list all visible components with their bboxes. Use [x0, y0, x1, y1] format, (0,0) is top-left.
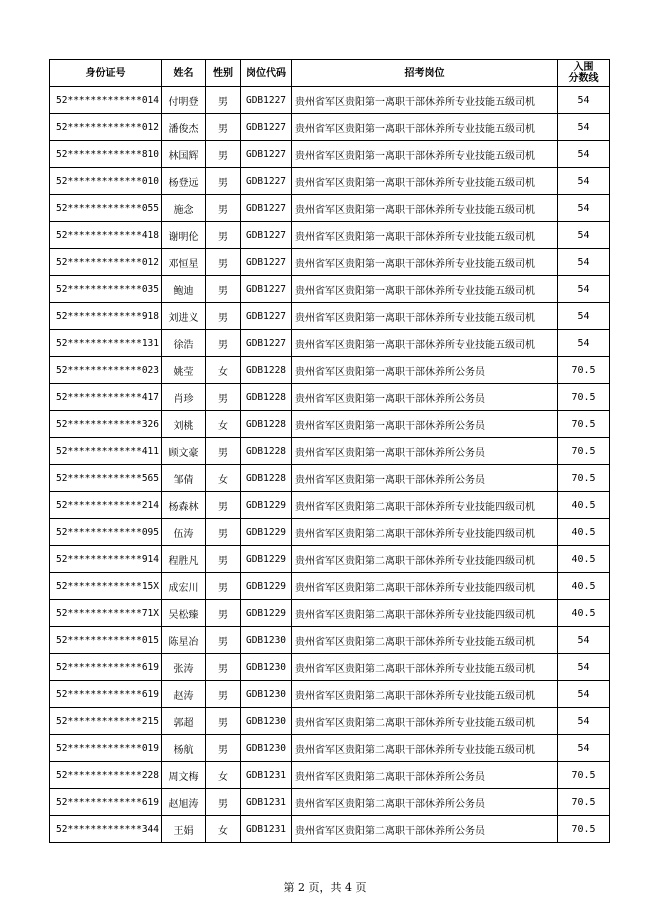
cell-sex: 女: [206, 411, 241, 438]
table-row: [50, 384, 610, 411]
table-row: [50, 816, 610, 843]
cell-sex: 女: [206, 762, 241, 789]
cell-score: 54: [558, 222, 610, 249]
cell-post: 贵州省军区贵阳第二离职干部休养所专业技能四级司机: [292, 600, 558, 627]
cell-sex: 男: [206, 168, 241, 195]
cell-sex: 男: [206, 546, 241, 573]
cell-name: 姚莹: [162, 357, 206, 384]
cell-code: GDB1227: [241, 330, 292, 357]
cell-code: GDB1230: [241, 654, 292, 681]
cell-code: GDB1228: [241, 465, 292, 492]
cell-id: 52*************010: [50, 168, 162, 195]
cell-sex: 男: [206, 519, 241, 546]
cell-sex: 男: [206, 330, 241, 357]
cell-name: 谢明伦: [162, 222, 206, 249]
cell-sex: 男: [206, 681, 241, 708]
cell-post: 贵州省军区贵阳第一离职干部休养所专业技能五级司机: [292, 276, 558, 303]
cell-post: 贵州省军区贵阳第一离职干部休养所公务员: [292, 384, 558, 411]
cell-post: 贵州省军区贵阳第一离职干部休养所专业技能五级司机: [292, 330, 558, 357]
cell-name: 邓恒星: [162, 249, 206, 276]
cell-sex: 男: [206, 708, 241, 735]
table-row: [50, 681, 610, 708]
cell-post: 贵州省军区贵阳第一离职干部休养所专业技能五级司机: [292, 114, 558, 141]
cell-post: 贵州省军区贵阳第一离职干部休养所专业技能五级司机: [292, 222, 558, 249]
cell-score: 54: [558, 168, 610, 195]
cell-score: 54: [558, 276, 610, 303]
cell-id: 52*************918: [50, 303, 162, 330]
cell-code: GDB1227: [241, 195, 292, 222]
cell-post: 贵州省军区贵阳第一离职干部休养所公务员: [292, 411, 558, 438]
cell-post: 贵州省军区贵阳第二离职干部休养所公务员: [292, 762, 558, 789]
cell-id: 52*************619: [50, 789, 162, 816]
table-row: [50, 303, 610, 330]
cell-sex: 男: [206, 600, 241, 627]
cell-post: 贵州省军区贵阳第二离职干部休养所专业技能五级司机: [292, 708, 558, 735]
cell-id: 52*************914: [50, 546, 162, 573]
cell-id: 52*************015: [50, 627, 162, 654]
cell-id: 52*************15X: [50, 573, 162, 600]
cell-id: 52*************810: [50, 141, 162, 168]
cell-code: GDB1229: [241, 519, 292, 546]
cell-post: 贵州省军区贵阳第一离职干部休养所公务员: [292, 465, 558, 492]
cell-score: 70.5: [558, 816, 610, 843]
cell-name: 赵旭涛: [162, 789, 206, 816]
cell-name: 赵涛: [162, 681, 206, 708]
cell-sex: 男: [206, 141, 241, 168]
cell-name: 陈星冶: [162, 627, 206, 654]
cell-score: 54: [558, 735, 610, 762]
header-name: 姓名: [162, 60, 206, 87]
cell-post: 贵州省军区贵阳第二离职干部休养所公务员: [292, 816, 558, 843]
cell-id: 52*************023: [50, 357, 162, 384]
cell-score: 54: [558, 195, 610, 222]
cell-sex: 男: [206, 114, 241, 141]
cell-score: 70.5: [558, 411, 610, 438]
candidate-table: [49, 59, 610, 843]
cell-code: GDB1231: [241, 789, 292, 816]
table-row: [50, 168, 610, 195]
cell-post: 贵州省军区贵阳第二离职干部休养所专业技能四级司机: [292, 492, 558, 519]
cell-sex: 男: [206, 87, 241, 114]
cell-code: GDB1227: [241, 87, 292, 114]
cell-sex: 女: [206, 465, 241, 492]
header-score-line2: 分数线: [568, 73, 599, 84]
header-id: 身份证号: [50, 60, 162, 87]
cell-sex: 女: [206, 816, 241, 843]
cell-code: GDB1227: [241, 114, 292, 141]
cell-name: 程胜凡: [162, 546, 206, 573]
table-row: [50, 465, 610, 492]
cell-score: 54: [558, 330, 610, 357]
cell-name: 成宏川: [162, 573, 206, 600]
cell-post: 贵州省军区贵阳第一离职干部休养所专业技能五级司机: [292, 249, 558, 276]
cell-code: GDB1229: [241, 573, 292, 600]
cell-id: 52*************326: [50, 411, 162, 438]
cell-id: 52*************095: [50, 519, 162, 546]
cell-id: 52*************131: [50, 330, 162, 357]
cell-id: 52*************417: [50, 384, 162, 411]
table-row: [50, 438, 610, 465]
header-score: [558, 60, 610, 87]
cell-id: 52*************71X: [50, 600, 162, 627]
page-number: 第 2 页，共 4 页: [283, 881, 367, 894]
cell-name: 王娟: [162, 816, 206, 843]
cell-code: GDB1229: [241, 492, 292, 519]
cell-name: 林国辉: [162, 141, 206, 168]
header-score-line1: 入围: [573, 62, 594, 73]
table-body: [50, 87, 610, 843]
cell-code: GDB1227: [241, 141, 292, 168]
cell-code: GDB1227: [241, 276, 292, 303]
cell-name: 杨登远: [162, 168, 206, 195]
cell-post: 贵州省军区贵阳第一离职干部休养所公务员: [292, 438, 558, 465]
table-row: [50, 141, 610, 168]
cell-code: GDB1231: [241, 816, 292, 843]
cell-name: 周文梅: [162, 762, 206, 789]
cell-code: GDB1228: [241, 357, 292, 384]
cell-score: 70.5: [558, 465, 610, 492]
cell-sex: 男: [206, 276, 241, 303]
table-row: [50, 735, 610, 762]
cell-code: GDB1229: [241, 546, 292, 573]
cell-sex: 男: [206, 735, 241, 762]
cell-name: 吴松臻: [162, 600, 206, 627]
cell-id: 52*************619: [50, 654, 162, 681]
cell-score: 70.5: [558, 357, 610, 384]
table-row: [50, 330, 610, 357]
cell-code: GDB1228: [241, 384, 292, 411]
table-row: [50, 654, 610, 681]
cell-sex: 男: [206, 303, 241, 330]
table-header-row: [50, 60, 610, 87]
header-post: 招考岗位: [292, 60, 558, 87]
cell-id: 52*************055: [50, 195, 162, 222]
cell-name: 施念: [162, 195, 206, 222]
cell-post: 贵州省军区贵阳第二离职干部休养所专业技能四级司机: [292, 546, 558, 573]
cell-code: GDB1231: [241, 762, 292, 789]
cell-post: 贵州省军区贵阳第二离职干部休养所专业技能五级司机: [292, 654, 558, 681]
cell-code: GDB1230: [241, 681, 292, 708]
cell-name: 付明登: [162, 87, 206, 114]
cell-post: 贵州省军区贵阳第二离职干部休养所专业技能四级司机: [292, 573, 558, 600]
table-row: [50, 195, 610, 222]
cell-score: 54: [558, 141, 610, 168]
table-row: [50, 600, 610, 627]
table-row: [50, 708, 610, 735]
cell-code: GDB1230: [241, 708, 292, 735]
header-sex: 性别: [206, 60, 241, 87]
cell-name: 杨航: [162, 735, 206, 762]
table-row: [50, 249, 610, 276]
table-row: [50, 546, 610, 573]
cell-sex: 男: [206, 195, 241, 222]
cell-post: 贵州省军区贵阳第一离职干部休养所专业技能五级司机: [292, 195, 558, 222]
cell-sex: 男: [206, 249, 241, 276]
cell-name: 杨森林: [162, 492, 206, 519]
cell-score: 54: [558, 249, 610, 276]
cell-name: 刘桃: [162, 411, 206, 438]
cell-name: 潘俊杰: [162, 114, 206, 141]
cell-post: 贵州省军区贵阳第二离职干部休养所公务员: [292, 789, 558, 816]
cell-code: GDB1230: [241, 735, 292, 762]
cell-name: 顾文豪: [162, 438, 206, 465]
cell-id: 52*************228: [50, 762, 162, 789]
cell-score: 54: [558, 303, 610, 330]
cell-name: 郭超: [162, 708, 206, 735]
cell-post: 贵州省军区贵阳第二离职干部休养所专业技能五级司机: [292, 681, 558, 708]
cell-id: 52*************014: [50, 87, 162, 114]
cell-score: 54: [558, 681, 610, 708]
cell-code: GDB1227: [241, 168, 292, 195]
cell-name: 伍涛: [162, 519, 206, 546]
cell-post: 贵州省军区贵阳第一离职干部休养所专业技能五级司机: [292, 168, 558, 195]
cell-code: GDB1227: [241, 303, 292, 330]
table-row: [50, 627, 610, 654]
cell-sex: 男: [206, 384, 241, 411]
cell-post: 贵州省军区贵阳第一离职干部休养所专业技能五级司机: [292, 87, 558, 114]
cell-id: 52*************411: [50, 438, 162, 465]
cell-id: 52*************012: [50, 114, 162, 141]
cell-post: 贵州省军区贵阳第二离职干部休养所专业技能四级司机: [292, 519, 558, 546]
cell-post: 贵州省军区贵阳第一离职干部休养所专业技能五级司机: [292, 303, 558, 330]
cell-score: 54: [558, 654, 610, 681]
cell-name: 肖珍: [162, 384, 206, 411]
cell-sex: 女: [206, 357, 241, 384]
cell-sex: 男: [206, 438, 241, 465]
cell-sex: 男: [206, 789, 241, 816]
cell-score: 70.5: [558, 762, 610, 789]
cell-code: GDB1228: [241, 438, 292, 465]
cell-name: 刘进义: [162, 303, 206, 330]
cell-name: 张涛: [162, 654, 206, 681]
cell-code: GDB1229: [241, 600, 292, 627]
table-row: [50, 87, 610, 114]
cell-score: 54: [558, 627, 610, 654]
cell-score: 40.5: [558, 600, 610, 627]
table-row: [50, 789, 610, 816]
cell-sex: 男: [206, 573, 241, 600]
cell-post: 贵州省军区贵阳第二离职干部休养所专业技能五级司机: [292, 627, 558, 654]
cell-id: 52*************019: [50, 735, 162, 762]
cell-sex: 男: [206, 492, 241, 519]
cell-code: GDB1227: [241, 222, 292, 249]
header-code: 岗位代码: [241, 60, 292, 87]
cell-id: 52*************418: [50, 222, 162, 249]
cell-id: 52*************619: [50, 681, 162, 708]
cell-code: GDB1230: [241, 627, 292, 654]
cell-sex: 男: [206, 654, 241, 681]
cell-id: 52*************012: [50, 249, 162, 276]
cell-score: 70.5: [558, 789, 610, 816]
cell-name: 邹倩: [162, 465, 206, 492]
cell-score: 70.5: [558, 438, 610, 465]
cell-score: 40.5: [558, 519, 610, 546]
cell-score: 40.5: [558, 492, 610, 519]
table-row: [50, 357, 610, 384]
cell-id: 52*************214: [50, 492, 162, 519]
table-row: [50, 114, 610, 141]
cell-score: 40.5: [558, 546, 610, 573]
cell-code: GDB1227: [241, 249, 292, 276]
table-row: [50, 222, 610, 249]
cell-score: 54: [558, 87, 610, 114]
cell-score: 54: [558, 708, 610, 735]
table-row: [50, 411, 610, 438]
cell-id: 52*************035: [50, 276, 162, 303]
table-row: [50, 276, 610, 303]
table-row: [50, 762, 610, 789]
cell-post: 贵州省军区贵阳第二离职干部休养所专业技能五级司机: [292, 735, 558, 762]
cell-post: 贵州省军区贵阳第一离职干部休养所公务员: [292, 357, 558, 384]
table-row: [50, 573, 610, 600]
cell-score: 54: [558, 114, 610, 141]
cell-sex: 男: [206, 627, 241, 654]
table-row: [50, 519, 610, 546]
cell-score: 70.5: [558, 384, 610, 411]
cell-id: 52*************215: [50, 708, 162, 735]
cell-id: 52*************344: [50, 816, 162, 843]
cell-name: 鲍迪: [162, 276, 206, 303]
cell-post: 贵州省军区贵阳第一离职干部休养所专业技能五级司机: [292, 141, 558, 168]
cell-name: 徐浩: [162, 330, 206, 357]
table-row: [50, 492, 610, 519]
cell-score: 40.5: [558, 573, 610, 600]
cell-code: GDB1228: [241, 411, 292, 438]
cell-sex: 男: [206, 222, 241, 249]
cell-id: 52*************565: [50, 465, 162, 492]
